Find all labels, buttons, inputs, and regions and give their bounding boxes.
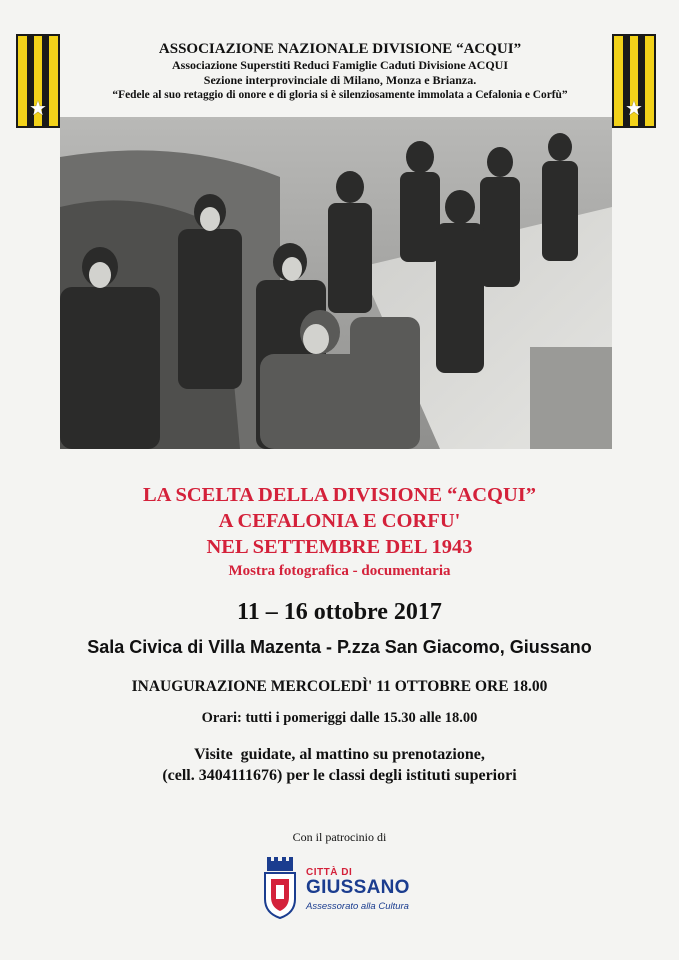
logo-city-label: CITTÀ DI [306, 867, 353, 878]
association-section: Sezione interprovinciale di Milano, Monza e Brianza. [203, 73, 477, 87]
event-hours: Orari: tutti i pomeriggi dalle 15.30 alle 18.00 [201, 710, 478, 726]
guided-visits-line2: (cell. 3404111676) per le classi degli istituti superiori [162, 767, 517, 784]
exhibition-subtitle: Mostra fotografica - documentaria [228, 563, 451, 579]
guided-visits-info [0, 744, 679, 786]
association-subname: Associazione Superstiti Reduci Famiglie Caduti Divisione ACQUI [171, 58, 508, 72]
association-motto: “Fedele al suo retaggio di onore e di gloria si è silenziosamente immolata a Cefalonia e Corfù” [112, 89, 568, 101]
exhibition-title-line2: A CEFALONIA E CORFU' [218, 510, 461, 532]
exhibition-titles [0, 482, 679, 581]
rank-insignia-star-icon: ★ [612, 34, 656, 128]
logo-department: Assessorato alla Cultura [306, 901, 409, 912]
town-crest-icon [262, 857, 298, 919]
exhibition-title-line1: LA SCELTA DELLA DIVISIONE “ACQUI” [142, 484, 537, 506]
patronage-label: Con il patrocinio di [292, 830, 387, 844]
association-name: ASSOCIAZIONE NAZIONALE DIVISIONE “ACQUI” [158, 41, 522, 57]
rank-insignia-star-icon: ★ [16, 34, 60, 128]
giussano-logo [262, 857, 422, 921]
guided-visits-line1: Visite guidate, al mattino su prenotazione, [194, 746, 485, 763]
event-venue: Sala Civica di Villa Mazenta - P.zza San Giacomo, Giussano [87, 637, 592, 657]
event-dates: 11 – 16 ottobre 2017 [237, 599, 442, 625]
association-header [70, 40, 610, 103]
historical-photo [60, 117, 612, 449]
logo-town-name: GIUSSANO [306, 877, 410, 898]
event-inauguration: INAUGURAZIONE MERCOLEDÌ' 11 OTTOBRE ORE 18.00 [131, 678, 548, 695]
exhibition-title-line3: NEL SETTEMBRE DEL 1943 [206, 536, 473, 558]
